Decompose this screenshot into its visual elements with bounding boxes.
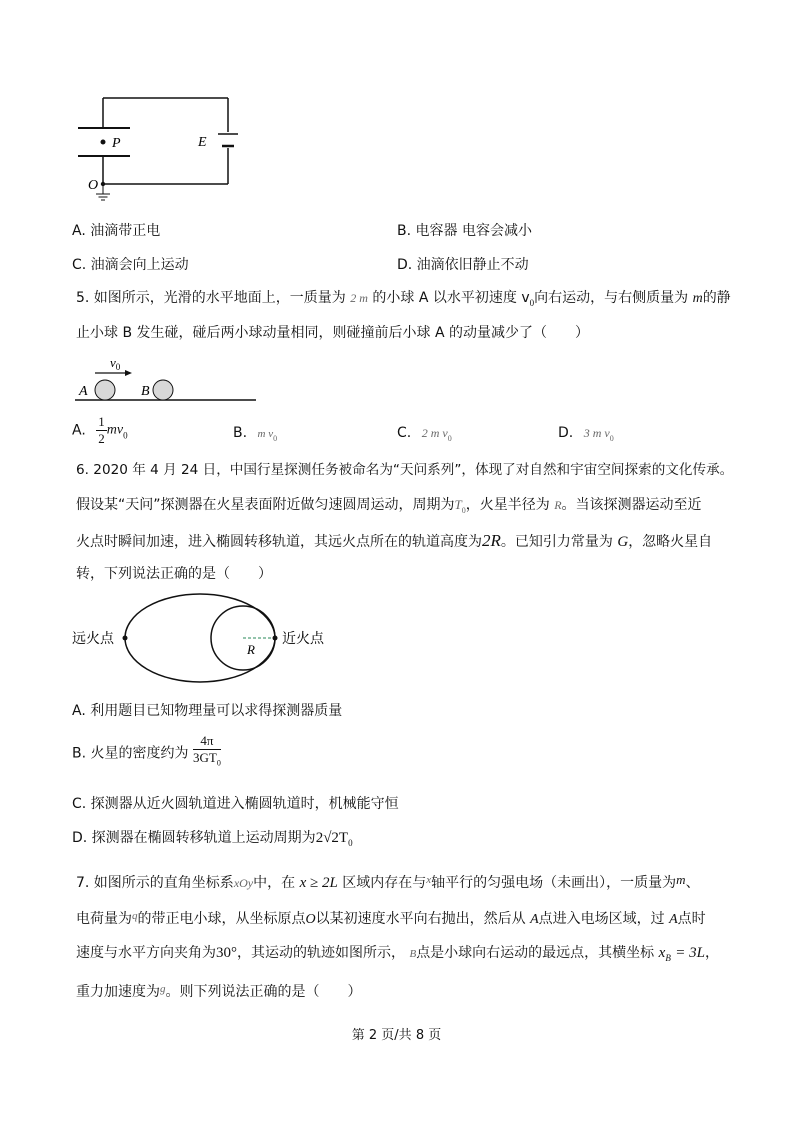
label-e: E xyxy=(198,135,207,150)
circuit-diagram xyxy=(70,90,260,220)
q4-option-d[interactable]: D. 油滴依旧静止不动 xyxy=(397,257,529,273)
label-p: P xyxy=(112,136,121,151)
q4-option-c[interactable]: C. 油滴会向上运动 xyxy=(72,257,189,273)
q5-option-a[interactable]: A. $\frac{1}{2}$ $mv_0$ xyxy=(72,414,128,446)
q6-option-a[interactable]: A. 利用题目已知物理量可以求得探测器质量 xyxy=(72,703,343,719)
q6-stem-line1: 6. 2020 年 4 月 24 日，中国行星探测任务被命名为“天问系列”，体现了对自然和宇宙空间探索的文化传承。 xyxy=(76,462,734,478)
fig-far-point: 远火点 xyxy=(72,631,114,647)
q5-option-b[interactable]: B. m $v_0$ xyxy=(233,425,278,443)
page-footer: 第 2 页/共 8 页 xyxy=(351,1028,442,1043)
q7-stem-line1: 7. 如图所示的直角坐标系xOy中，在 x ≥ 2L 区域内存在与$^x$轴平行的匀强电场（未画出），一质量为m、 xyxy=(76,872,700,891)
fig-ball-a: A xyxy=(79,384,88,399)
q5-stem-line2: 止小球 B 发生碰，碰后两小球动量相同，则碰撞前后小球 A 的动量减少了（ ） xyxy=(76,325,589,341)
q5-option-c[interactable]: C. 2 m $v_0$ xyxy=(397,425,452,443)
density-fraction: $\frac{4\pi}{3GT_0}$ xyxy=(192,733,221,768)
q4-option-a[interactable]: A. 油滴带正电 xyxy=(72,223,161,239)
mass-m: m xyxy=(692,291,703,306)
q7-stem-line4: 重力加速度为$^g$。则下列说法正确的是（ ） xyxy=(76,983,362,1000)
q7-stem-line2: 电荷量为$^q$的带正电小球，从坐标原点O以某初速度水平向右抛出，然后从 A点进入电场区域，过 A点时 xyxy=(76,910,706,927)
mass-2m: 2 m xyxy=(350,291,368,305)
fig-ball-b: B xyxy=(141,384,150,399)
fig-near-point: 近火点 xyxy=(282,631,324,647)
collision-diagram xyxy=(70,354,270,404)
q6-option-c[interactable]: C. 探测器从近火圆轨道进入椭圆轨道时，机械能守恒 xyxy=(72,796,399,812)
q4-option-b[interactable]: B. 电容器 电容会减小 xyxy=(397,223,532,239)
q6-stem-line3: 火点时瞬间加速，进入椭圆转移轨道，其远火点所在的轨道高度为2R。已知引力常量为 G，忽略火星自 xyxy=(76,531,713,550)
q7-stem-line3: 速度与水平方向夹角为30°，其运动的轨迹如图所示， B点是小球向右运动的最远点，其横坐标 $x_B = 3L$， xyxy=(76,945,719,963)
fig-radius: R xyxy=(247,642,255,657)
orbit-diagram xyxy=(70,592,340,684)
fraction-half: $\frac{1}{2}$ xyxy=(98,414,105,446)
q6-option-d[interactable]: D. 探测器在椭圆转移轨道上运动周期为$2√2T_0$ xyxy=(72,830,353,848)
q6-stem-line2: 假设某“天问”探测器在火星表面附近做匀速圆周运动，周期为$T_0$，火星半径为 R。当该探测器运动至近 xyxy=(76,497,702,515)
q6-stem-line4: 转，下列说法正确的是（ ） xyxy=(76,566,272,582)
q5-option-d[interactable]: D. 3 m $v_0$ xyxy=(558,425,614,443)
fig-v0: $v_0$ xyxy=(110,355,121,372)
q5-stem-line1: 5. 如图所示，光滑的水平地面上，一质量为 2 m 的小球 A 以水平初速度 $v_0$向右运动，与右侧质量为 m的静 xyxy=(76,290,731,308)
q6-option-b[interactable]: B. 火星的密度约为 $\frac{4\pi}{3GT_0}$ xyxy=(72,733,221,772)
label-o: O xyxy=(88,178,99,193)
